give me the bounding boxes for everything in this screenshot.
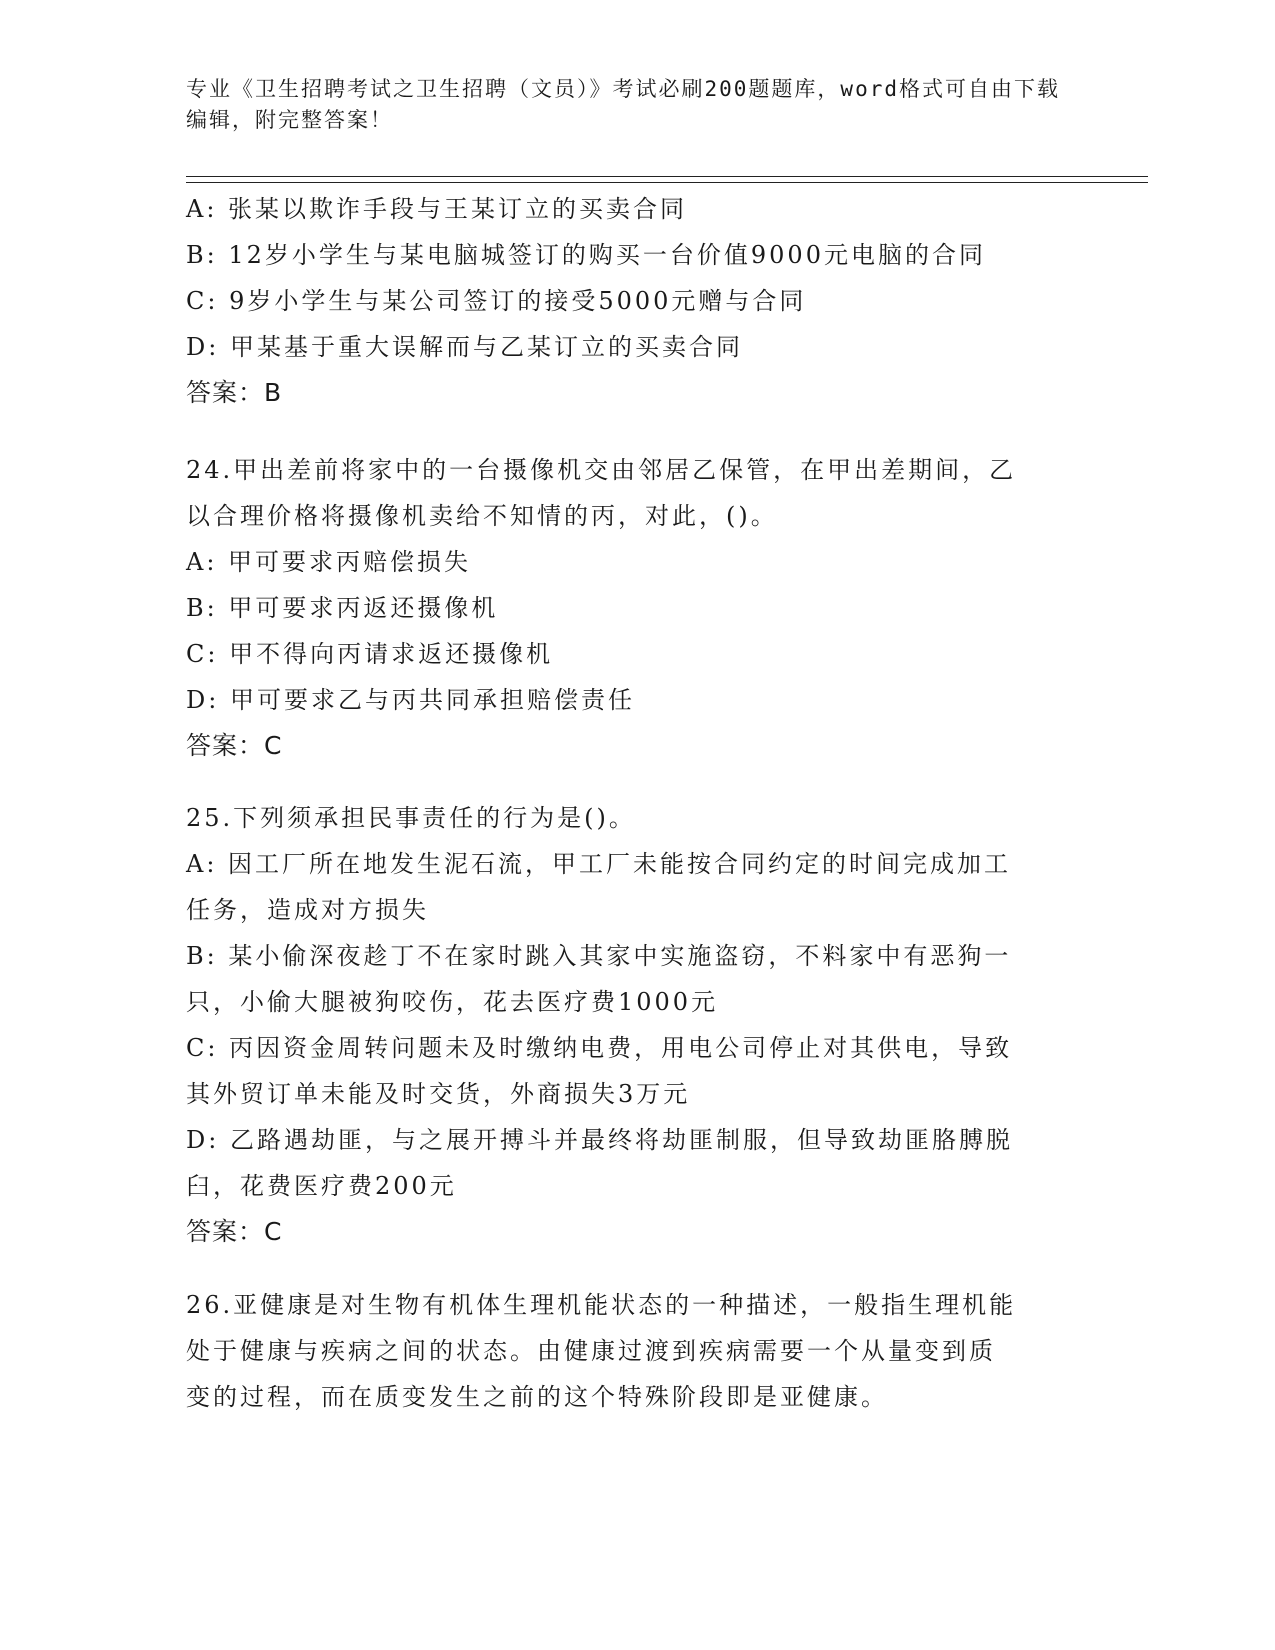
- q25-option-c-line-2: 其外贸订单未能及时交货，外商损失3万元: [186, 1080, 691, 1108]
- q24-stem-line-1: 24.甲出差前将家中的一台摄像机交由邻居乙保管，在甲出差期间，乙: [186, 456, 1017, 484]
- q25-option-a-line-1: A: 因工厂所在地发生泥石流，甲工厂未能按合同约定的时间完成加工: [186, 850, 1012, 878]
- document-header: [186, 74, 1066, 136]
- question-24: [186, 447, 1066, 769]
- question-25: [186, 795, 1066, 1255]
- question-23: [186, 186, 1066, 416]
- q25-option-c-line-1: C: 丙因资金周转问题未及时缴纳电费，用电公司停止对其供电，导致: [186, 1034, 1013, 1062]
- q26-stem-line-1: 26.亚健康是对生物有机体生理机能状态的一种描述，一般指生理机能: [186, 1291, 1017, 1319]
- q25-stem: 25.下列须承担民事责任的行为是()。: [186, 804, 636, 832]
- q24-option-b: B: 甲可要求丙返还摄像机: [186, 594, 499, 622]
- header-title: 专业《卫生招聘考试之卫生招聘（文员）》考试必刷200题题库，word格式可自由下载编辑，附完整答案！: [186, 77, 1060, 132]
- q23-answer: 答案：B: [186, 378, 283, 407]
- q25-option-b-line-2: 只，小偷大腿被狗咬伤，花去医疗费1000元: [186, 988, 719, 1016]
- q23-option-a: A: 张某以欺诈手段与王某订立的买卖合同: [186, 195, 688, 223]
- q26-stem-line-3: 变的过程，而在质变发生之前的这个特殊阶段即是亚健康。: [186, 1383, 888, 1411]
- q25-option-d-line-1: D: 乙路遇劫匪，与之展开搏斗并最终将劫匪制服，但导致劫匪胳膊脱: [186, 1126, 1013, 1154]
- question-26: [186, 1282, 1066, 1420]
- q24-answer: 答案：C: [186, 731, 283, 760]
- q23-option-c: C: 9岁小学生与某公司签订的接受5000元赠与合同: [186, 287, 807, 315]
- header-rule-bottom: [186, 182, 1148, 183]
- q25-answer: 答案：C: [186, 1217, 283, 1246]
- q23-option-b: B: 12岁小学生与某电脑城签订的购买一台价值9000元电脑的合同: [186, 241, 986, 269]
- q23-option-d: D: 甲某基于重大误解而与乙某订立的买卖合同: [186, 333, 743, 361]
- q25-option-b-line-1: B: 某小偷深夜趁丁不在家时跳入其家中实施盗窃，不料家中有恶狗一: [186, 942, 1012, 970]
- header-rule-top: [186, 176, 1148, 177]
- q24-option-c: C: 甲不得向丙请求返还摄像机: [186, 640, 554, 668]
- q24-option-d: D: 甲可要求乙与丙共同承担赔偿责任: [186, 686, 635, 714]
- q25-option-a-line-2: 任务，造成对方损失: [186, 896, 429, 924]
- q24-stem-line-2: 以合理价格将摄像机卖给不知情的丙，对此，()。: [186, 502, 778, 530]
- q25-option-d-line-2: 臼，花费医疗费200元: [186, 1172, 457, 1200]
- q26-stem-line-2: 处于健康与疾病之间的状态。由健康过渡到疾病需要一个从量变到质: [186, 1337, 996, 1365]
- q24-option-a: A: 甲可要求丙赔偿损失: [186, 548, 472, 576]
